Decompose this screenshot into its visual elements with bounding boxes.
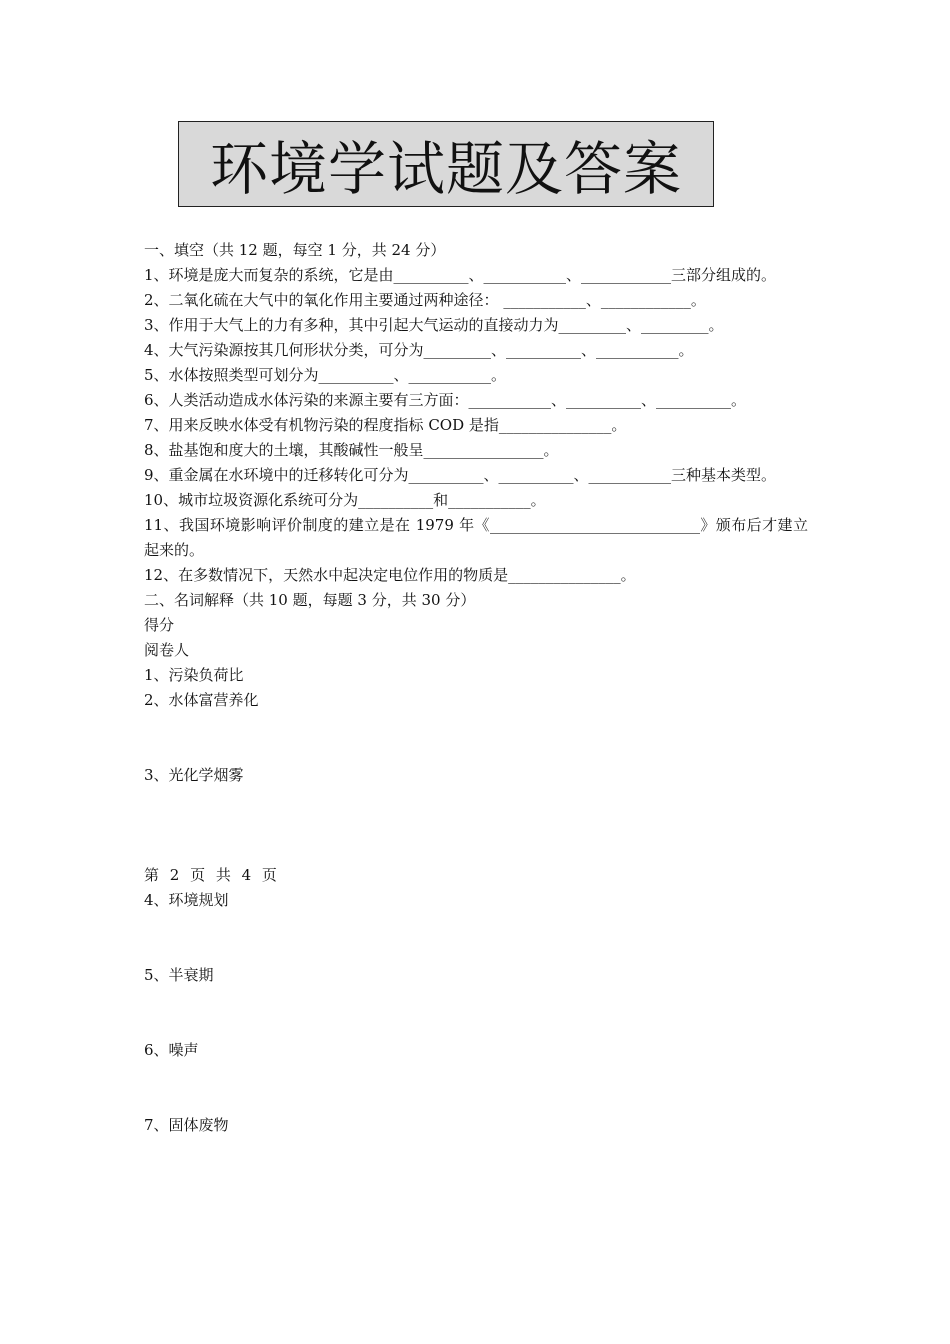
question-7: 7、用来反映水体受有机物污染的程度指标 COD 是指_______________。 <box>144 416 627 434</box>
question-9: 9、重金属在水环境中的迁移转化可分为__________、__________、___________三种基本类型。 <box>144 466 777 484</box>
term-1: 1、污染负荷比 <box>144 666 244 684</box>
answer-space <box>144 713 808 763</box>
term-2: 2、水体富营养化 <box>144 691 259 709</box>
question-8: 8、盐基饱和度大的土壤，其酸碱性一般呈________________。 <box>144 441 559 459</box>
reviewer-label: 阅卷人 <box>144 641 190 659</box>
answer-space <box>144 988 808 1038</box>
question-5: 5、水体按照类型可划分为__________、___________。 <box>144 366 507 384</box>
term-5: 5、半衰期 <box>144 966 214 984</box>
page-footer: 第 2 页 共 4 页 <box>144 866 280 884</box>
answer-space <box>144 788 808 863</box>
term-7: 7、固体废物 <box>144 1116 229 1134</box>
answer-space <box>144 1063 808 1113</box>
question-10: 10、城市垃圾资源化系统可分为__________和___________。 <box>144 491 546 509</box>
score-label: 得分 <box>144 616 175 634</box>
term-3: 3、光化学烟雾 <box>144 766 244 784</box>
answer-space <box>144 913 808 963</box>
question-4: 4、大气污染源按其几何形状分类，可分为_________、__________、___________。 <box>144 341 694 359</box>
question-1: 1、环境是庞大而复杂的系统，它是由__________、___________、____________三部分组成的。 <box>144 266 777 284</box>
exam-content <box>144 238 808 1138</box>
question-11: 11、我国环境影响评价制度的建立是在 1979 年《____________________________》颁布后才建立起来的。 <box>144 516 808 559</box>
term-6: 6、噪声 <box>144 1041 199 1059</box>
document-title: 环境学试题及答案 <box>178 121 714 207</box>
section2-heading: 二、名词解释（共 10 题，每题 3 分，共 30 分） <box>144 591 476 609</box>
term-4: 4、环境规划 <box>144 891 229 909</box>
section1-heading: 一、填空（共 12 题，每空 1 分，共 24 分） <box>144 241 446 259</box>
question-3: 3、作用于大气上的力有多种，其中引起大气运动的直接动力为_________、_________。 <box>144 316 724 334</box>
question-2: 2、二氧化硫在大气中的氧化作用主要通过两种途径： ___________、____________。 <box>144 291 706 309</box>
question-12: 12、在多数情况下，天然水中起决定电位作用的物质是_______________。 <box>144 566 636 584</box>
question-6: 6、人类活动造成水体污染的来源主要有三方面：___________、__________、__________。 <box>144 391 747 409</box>
